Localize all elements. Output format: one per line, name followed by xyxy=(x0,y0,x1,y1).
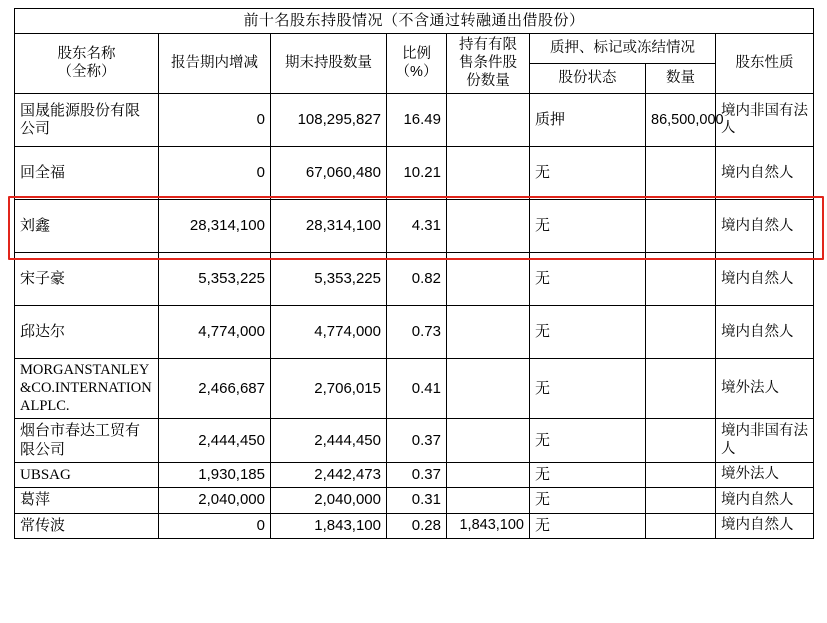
holder-name: UBSAG xyxy=(15,463,159,488)
holder-change: 0 xyxy=(159,147,271,200)
holder-ratio: 16.49 xyxy=(387,94,447,147)
holder-ratio: 0.73 xyxy=(387,306,447,359)
table-title-row xyxy=(15,9,814,34)
holder-name: 回全福 xyxy=(15,147,159,200)
header-restricted-shares: 持有有限售条件股份数量 xyxy=(447,34,530,94)
holder-nature: 境内自然人 xyxy=(716,253,814,306)
header-ratio: 比例（%） xyxy=(387,34,447,94)
holder-end-holding: 1,843,100 xyxy=(271,513,387,538)
holder-quantity: 86,500,000 xyxy=(646,94,716,147)
table-row xyxy=(15,94,814,147)
holder-name: 邱达尔 xyxy=(15,306,159,359)
holder-nature: 境内非国有法人 xyxy=(716,94,814,147)
table-row xyxy=(15,253,814,306)
holder-restricted xyxy=(447,463,530,488)
table-row xyxy=(15,419,814,463)
holder-end-holding: 4,774,000 xyxy=(271,306,387,359)
table-row xyxy=(15,488,814,513)
header-shareholder-name-line1: 股东名称 xyxy=(57,46,116,63)
holder-change: 28,314,100 xyxy=(159,200,271,253)
holder-quantity xyxy=(646,147,716,200)
holder-quantity xyxy=(646,359,716,419)
holder-restricted xyxy=(447,306,530,359)
holder-ratio: 0.31 xyxy=(387,488,447,513)
table-row xyxy=(15,359,814,419)
holder-quantity xyxy=(646,463,716,488)
table-row xyxy=(15,306,814,359)
table-row xyxy=(15,463,814,488)
holder-end-holding: 2,706,015 xyxy=(271,359,387,419)
holder-ratio: 0.28 xyxy=(387,513,447,538)
holder-status: 无 xyxy=(530,463,646,488)
header-shareholder-nature: 股东性质 xyxy=(716,34,814,94)
holder-name: 烟台市春达工贸有限公司 xyxy=(15,419,159,463)
holder-change: 2,466,687 xyxy=(159,359,271,419)
holder-nature: 境内自然人 xyxy=(716,513,814,538)
header-shareholder-name-line2: （全称） xyxy=(57,63,116,80)
holder-status: 无 xyxy=(530,359,646,419)
holder-nature: 境外法人 xyxy=(716,463,814,488)
holder-restricted xyxy=(447,253,530,306)
holder-quantity xyxy=(646,419,716,463)
holder-ratio: 4.31 xyxy=(387,200,447,253)
holder-end-holding: 108,295,827 xyxy=(271,94,387,147)
holder-name: MORGANSTANLEY&CO.INTERNATIONALPLC. xyxy=(15,359,159,419)
holder-ratio: 10.21 xyxy=(387,147,447,200)
holder-quantity xyxy=(646,253,716,306)
holder-end-holding: 2,040,000 xyxy=(271,488,387,513)
holder-restricted xyxy=(447,147,530,200)
holder-end-holding: 28,314,100 xyxy=(271,200,387,253)
holder-name: 国晟能源股份有限公司 xyxy=(15,94,159,147)
holder-quantity xyxy=(646,306,716,359)
header-shareholder-name xyxy=(15,34,159,94)
header-period-change: 报告期内增减 xyxy=(159,34,271,94)
table-row-highlighted xyxy=(15,200,814,253)
holder-restricted xyxy=(447,359,530,419)
holder-nature: 境内非国有法人 xyxy=(716,419,814,463)
table-title: 前十名股东持股情况（不含通过转融通出借股份） xyxy=(15,9,814,34)
holder-restricted: 1,843,100 xyxy=(447,513,530,538)
holder-name: 宋子豪 xyxy=(15,253,159,306)
holder-restricted xyxy=(447,94,530,147)
holder-change: 4,774,000 xyxy=(159,306,271,359)
table-row xyxy=(15,513,814,538)
holder-restricted xyxy=(447,419,530,463)
holder-ratio: 0.37 xyxy=(387,463,447,488)
holder-ratio: 0.82 xyxy=(387,253,447,306)
holder-ratio: 0.41 xyxy=(387,359,447,419)
table-header-row xyxy=(15,34,814,64)
holder-end-holding: 2,444,450 xyxy=(271,419,387,463)
holder-name: 常传波 xyxy=(15,513,159,538)
holder-name: 葛萍 xyxy=(15,488,159,513)
holder-quantity xyxy=(646,488,716,513)
holder-ratio: 0.37 xyxy=(387,419,447,463)
holder-end-holding: 67,060,480 xyxy=(271,147,387,200)
holder-status: 无 xyxy=(530,200,646,253)
holder-nature: 境外法人 xyxy=(716,359,814,419)
holder-status: 无 xyxy=(530,147,646,200)
holder-change: 5,353,225 xyxy=(159,253,271,306)
holder-status: 无 xyxy=(530,306,646,359)
holder-change: 2,444,450 xyxy=(159,419,271,463)
holder-status: 无 xyxy=(530,419,646,463)
holder-nature: 境内自然人 xyxy=(716,488,814,513)
holder-change: 0 xyxy=(159,513,271,538)
holder-quantity xyxy=(646,200,716,253)
top-ten-holders-table xyxy=(14,8,814,539)
holder-end-holding: 2,442,473 xyxy=(271,463,387,488)
holder-status: 质押 xyxy=(530,94,646,147)
holder-status: 无 xyxy=(530,513,646,538)
holder-change: 1,930,185 xyxy=(159,463,271,488)
header-end-holding: 期末持股数量 xyxy=(271,34,387,94)
holder-nature: 境内自然人 xyxy=(716,200,814,253)
header-quantity: 数量 xyxy=(646,64,716,94)
holder-quantity xyxy=(646,513,716,538)
holder-change: 0 xyxy=(159,94,271,147)
holder-status: 无 xyxy=(530,253,646,306)
header-pledge-group: 质押、标记或冻结情况 xyxy=(530,34,716,64)
holder-restricted xyxy=(447,488,530,513)
holder-name: 刘鑫 xyxy=(15,200,159,253)
holder-end-holding: 5,353,225 xyxy=(271,253,387,306)
holder-change: 2,040,000 xyxy=(159,488,271,513)
header-share-status: 股份状态 xyxy=(530,64,646,94)
holder-restricted xyxy=(447,200,530,253)
holder-nature: 境内自然人 xyxy=(716,147,814,200)
table-row xyxy=(15,147,814,200)
holder-status: 无 xyxy=(530,488,646,513)
holder-nature: 境内自然人 xyxy=(716,306,814,359)
